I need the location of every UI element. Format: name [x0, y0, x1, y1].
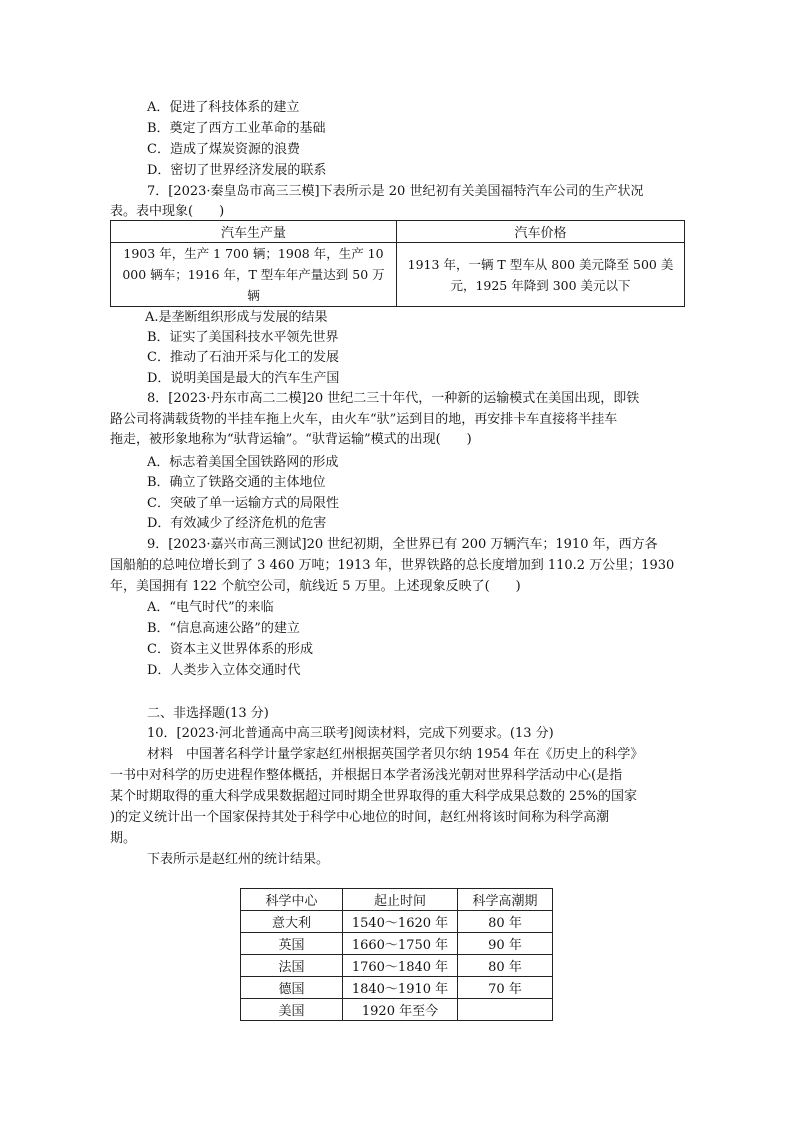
q9-option-b: B．“信息高速公路”的建立 [147, 621, 300, 636]
q10-material-line5: 期。 [110, 831, 137, 846]
q7-price-line1: 1913 年，一辆 T 型车从 800 美元降至 500 美 [407, 256, 674, 272]
q7-production-line3: 辆 [247, 288, 260, 303]
q8-stem-line3: 拖走，被形象地称为“驮背运输”。“驮背运输”模式的出现( ) [110, 432, 472, 447]
table-cell: 意大利 [241, 911, 343, 933]
q8-stem-line1: 8．[2023·丹东市高二二模]20 世纪二三十年代，一种新的运输模式在美国出现，即铁 [147, 391, 640, 406]
q9-stem-line2: 国船舶的总吨位增长到了 3 460 万吨；1913 年，世界铁路的总长度增加到 110.2 万公里；1930 [110, 558, 675, 573]
table-cell: 70 年 [458, 977, 553, 999]
q6-option-d: D．密切了世界经济发展的联系 [147, 163, 327, 178]
table-cell: 1540～1620 年 [343, 911, 458, 933]
table-cell: 1660～1750 年 [343, 933, 458, 955]
q10-material-line3: 某个时期取得的重大科学成果数据超过同时期全世界取得的重大科学成果总数的 25%的国家 [110, 789, 638, 804]
q10-stem: 10．[2023·河北普通高中高三联考]阅读材料，完成下列要求。(13 分) [147, 726, 554, 741]
q7-table-cell-price [397, 243, 685, 307]
q7-price-line2: 元，1925 年降到 300 美元以下 [450, 277, 631, 293]
table-cell: 1840～1910 年 [343, 977, 458, 999]
q7-table-header-price: 汽车价格 [397, 221, 685, 243]
table-row [241, 933, 553, 955]
q10-material-line4: )的定义统计出一个国家保持其处于科学中心地位的时间，赵红州将该时间称为科学高潮 [110, 810, 610, 825]
q7-option-c: C．推动了石油开采与化工的发展 [147, 350, 339, 365]
table-cell: 1920 年至今 [343, 999, 458, 1021]
table-cell: 英国 [241, 933, 343, 955]
q8-option-d: D．有效减少了经济危机的危害 [147, 516, 327, 531]
q8-option-a: A．标志着美国全国铁路网的形成 [147, 455, 339, 470]
q7-table-header-production: 汽车生产量 [111, 221, 397, 243]
q8-option-b: B．确立了铁路交通的主体地位 [147, 475, 326, 490]
q6-option-c: C．造成了煤炭资源的浪费 [147, 142, 300, 157]
q7-stem-line2: 表。表中现象( ) [110, 204, 225, 219]
q7-option-a: A.是垄断组织形成与发展的结果 [145, 310, 328, 325]
q8-stem-line2: 路公司将满载货物的半挂车拖上火车，由火车“驮”运到目的地，再安排卡车直接将半挂车 [110, 412, 618, 427]
table-header-peak: 科学高潮期 [458, 889, 553, 911]
q6-option-a: A．促进了科技体系的建立 [147, 100, 300, 115]
table-row [241, 911, 553, 933]
table-cell: 德国 [241, 977, 343, 999]
q7-table [110, 220, 685, 307]
table-cell: 90 年 [458, 933, 553, 955]
table-cell: 美国 [241, 999, 343, 1021]
table-row [241, 999, 553, 1021]
q9-option-d: D．人类步入立体交通时代 [147, 663, 301, 678]
q7-stem-line1: 7．[2023·秦皇岛市高三三模]下表所示是 20 世纪初有关美国福特汽车公司的生产状况 [147, 184, 644, 199]
table-cell: 法国 [241, 955, 343, 977]
science-center-table [240, 888, 553, 1021]
q6-option-b: B．奠定了西方工业革命的基础 [147, 121, 326, 136]
section2-title: 二、非选择题(13 分) [147, 706, 269, 721]
table-cell: 80 年 [458, 955, 553, 977]
q9-stem-line3: 年，美国拥有 122 个航空公司，航线近 5 万里。上述现象反映了( ) [110, 579, 521, 594]
table-row [241, 955, 553, 977]
q7-production-line1: 1903 年，生产 1 700 辆；1908 年，生产 10 [123, 246, 384, 261]
q7-option-d: D．说明美国是最大的汽车生产国 [147, 371, 340, 386]
q9-option-a: A．“电气时代”的来临 [147, 600, 274, 615]
table-cell [458, 999, 553, 1021]
table-header-period: 起止时间 [343, 889, 458, 911]
q9-stem-line1: 9．[2023·嘉兴市高三测试]20 世纪初期，全世界已有 200 万辆汽车；1910 年，西方各 [147, 537, 658, 552]
q10-material-line1: 材料 中国著名科学计量学家赵红州根据英国学者贝尔纳 1954 年在《历史上的科学》 [147, 747, 644, 762]
q7-production-line2: 000 辆车；1916 年，T 型车年产量达到 50 万 [122, 267, 385, 282]
table-header-center: 科学中心 [241, 889, 343, 911]
table-cell: 1760～1840 年 [343, 955, 458, 977]
table-cell: 80 年 [458, 911, 553, 933]
q10-material-line2: 一书中对科学的历史进程作整体概括，并根据日本学者汤浅光朝对世界科学活动中心(是指 [110, 768, 623, 783]
table-row [241, 977, 553, 999]
q7-option-b: B．证实了美国科技水平领先世界 [147, 330, 339, 345]
q7-table-cell-production [111, 243, 397, 307]
table-header-row [241, 889, 553, 911]
q8-option-c: C．突破了单一运输方式的局限性 [147, 496, 339, 511]
q10-table-intro: 下表所示是赵红州的统计结果。 [147, 852, 330, 867]
q9-option-c: C．资本主义世界体系的形成 [147, 642, 313, 657]
